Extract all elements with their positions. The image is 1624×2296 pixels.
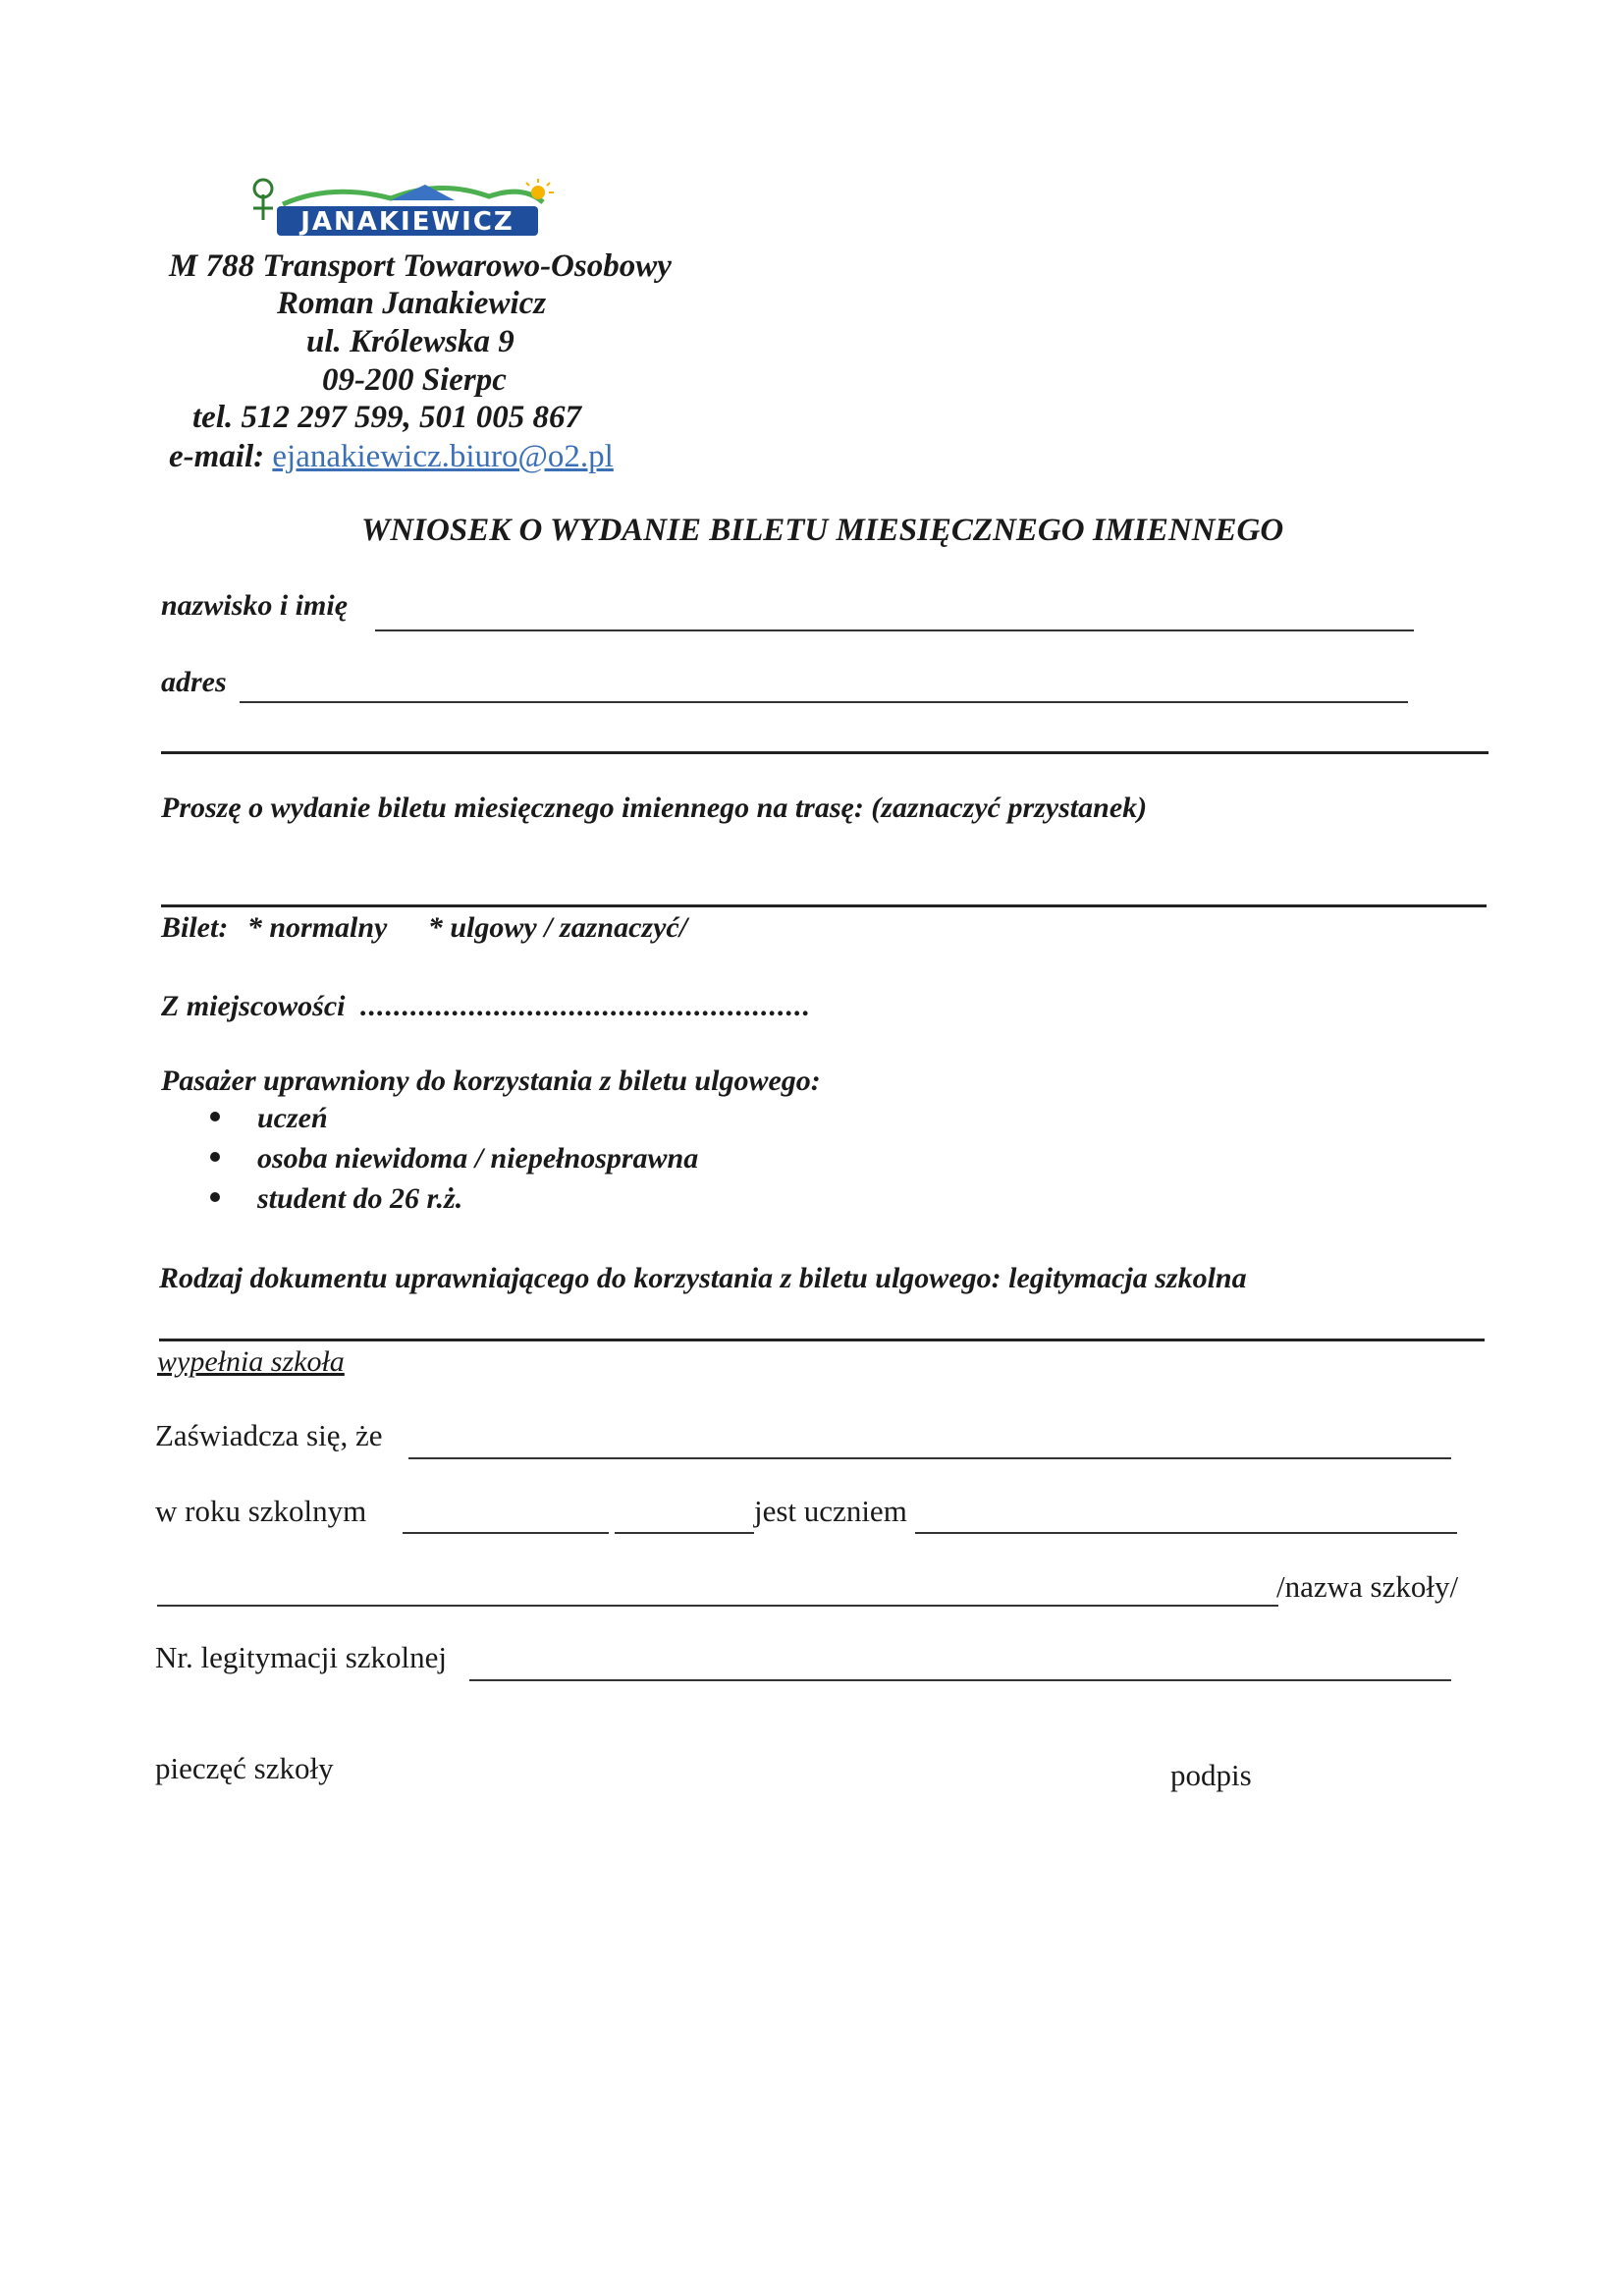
eligibility-heading: Pasażer uprawniony do korzystania z biletu ulgowego: xyxy=(161,1065,821,1097)
route-field[interactable] xyxy=(161,904,1487,907)
ticket-option-normal[interactable]: * normalny xyxy=(246,911,388,944)
document-type-label: Rodzaj dokumentu uprawniającego do korzystania z biletu ulgowego: legitymacja szkolna xyxy=(159,1262,1247,1294)
school-id-field[interactable] xyxy=(469,1679,1451,1681)
phone-numbers: tel. 512 297 599, 501 005 867 xyxy=(192,400,581,435)
signature-label: podpis xyxy=(1170,1758,1252,1792)
school-section-heading: wypełnia szkoła xyxy=(157,1345,345,1378)
eligibility-list xyxy=(257,1098,698,1219)
email-link[interactable]: ejanakiewicz.biuro@o2.pl xyxy=(272,439,614,474)
list-item: uczeń xyxy=(257,1098,698,1138)
address-label: adres xyxy=(161,666,227,698)
company-name: M 788 Transport Towarowo-Osobowy xyxy=(169,248,672,284)
email-row xyxy=(169,438,614,475)
address-field-line2[interactable] xyxy=(161,751,1489,754)
school-name-hint: /nazwa szkoły/ xyxy=(1276,1569,1459,1604)
student-name-field[interactable] xyxy=(408,1457,1451,1459)
student-of-label: jest uczniem xyxy=(754,1494,907,1528)
section-divider xyxy=(159,1339,1485,1341)
certify-label: Zaświadcza się, że xyxy=(155,1418,383,1452)
school-year-field-start[interactable] xyxy=(403,1532,609,1534)
school-name-field[interactable] xyxy=(157,1605,1278,1607)
list-item: osoba niewidoma / niepełnosprawna xyxy=(257,1138,698,1178)
svg-text:JANAKIEWICZ: JANAKIEWICZ xyxy=(300,207,514,237)
ticket-option-reduced[interactable]: * ulgowy / zaznaczyć/ xyxy=(427,911,688,944)
origin-label: Z miejscowości xyxy=(161,990,346,1022)
origin-field[interactable]: ...................................................... xyxy=(359,990,811,1022)
bullet-icon xyxy=(210,1152,220,1162)
name-label: nazwisko i imię xyxy=(161,589,349,622)
owner-name: Roman Janakiewicz xyxy=(277,286,547,321)
school-year-field-end[interactable] xyxy=(615,1532,754,1534)
email-label: e-mail: xyxy=(169,439,265,474)
list-item: student do 26 r.ż. xyxy=(257,1178,698,1219)
ticket-type-row xyxy=(161,911,687,945)
route-request-label: Proszę o wydanie biletu miesięcznego imiennego na trasę: (zaznaczyć przystanek) xyxy=(161,792,1148,824)
city-address: 09-200 Sierpc xyxy=(322,362,507,398)
name-field[interactable] xyxy=(375,629,1414,631)
address-field[interactable] xyxy=(240,701,1408,703)
school-stamp-label: pieczęć szkoły xyxy=(155,1751,334,1785)
bullet-icon xyxy=(210,1192,220,1202)
school-id-label: Nr. legitymacji szkolnej xyxy=(155,1640,448,1674)
form-title: WNIOSEK O WYDANIE BILETU MIESIĘCZNEGO IMIENNEGO xyxy=(361,513,1284,548)
origin-row xyxy=(161,990,811,1023)
street-address: ul. Królewska 9 xyxy=(306,324,514,359)
school-year-label: w roku szkolnym xyxy=(155,1494,367,1528)
ticket-label: Bilet: xyxy=(161,911,229,944)
company-logo xyxy=(244,175,568,240)
bullet-icon xyxy=(210,1112,220,1121)
school-field[interactable] xyxy=(915,1532,1457,1534)
